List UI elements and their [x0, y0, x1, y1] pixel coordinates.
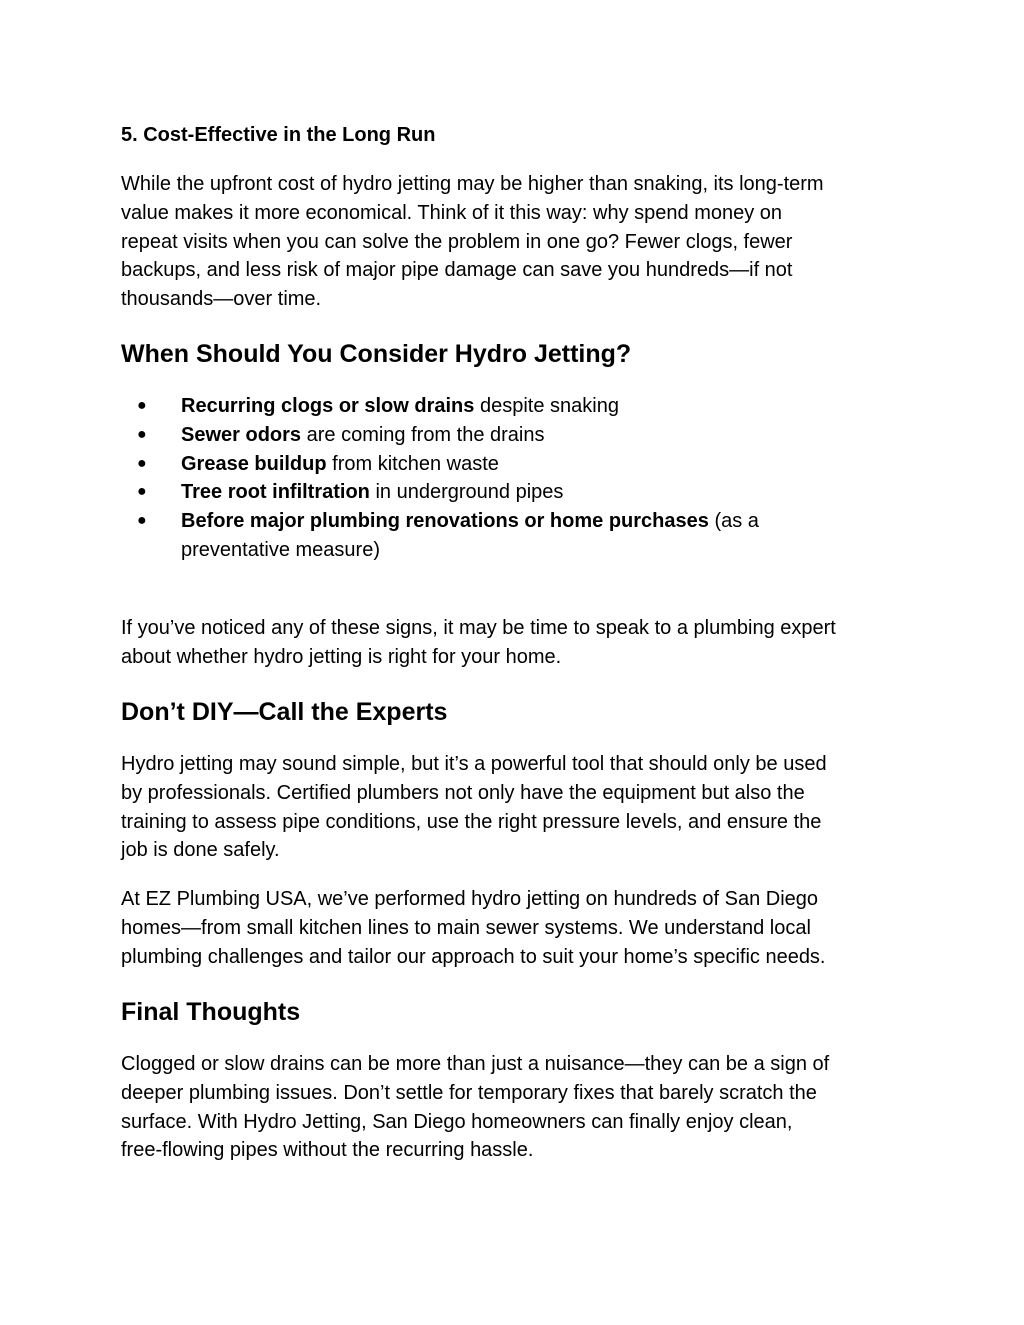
text-line: plumbing challenges and tailor our approach to suit your home’s specific needs.	[121, 945, 826, 968]
bullet-icon: ●	[137, 483, 147, 501]
text-line: While the upfront cost of hydro jetting may be higher than snaking, its long-term	[121, 173, 824, 195]
list-item	[121, 507, 921, 565]
item-text: from kitchen waste	[326, 452, 499, 475]
text-line: training to assess pipe conditions, use the right pressure levels, and ensure the	[121, 810, 822, 833]
text-line: free-flowing pipes without the recurring hassle.	[121, 1139, 534, 1162]
paragraph	[121, 170, 921, 314]
item-text-continued: preventative measure)	[181, 538, 380, 561]
text-line: thousands—over time.	[121, 288, 322, 311]
item-bold: Recurring clogs or slow drains	[181, 395, 475, 417]
text-line: surface. With Hydro Jetting, San Diego homeowners can finally enjoy clean,	[121, 1110, 793, 1133]
section-heading: 5. Cost-Effective in the Long Run	[121, 124, 436, 146]
item-text: despite snaking	[474, 395, 619, 417]
bullet-icon: ●	[137, 397, 147, 414]
text-line: backups, and less risk of major pipe damage can save you hundreds—if not	[121, 259, 793, 282]
item-bold: Grease buildup	[181, 452, 327, 475]
section-heading: Don’t DIY—Call the Experts	[121, 698, 448, 726]
text-line: deeper plumbing issues. Don’t settle for temporary fixes that barely scratch the	[121, 1081, 817, 1104]
bullet-list	[121, 392, 921, 565]
paragraph	[121, 1050, 921, 1165]
item-text: are coming from the drains	[301, 423, 545, 446]
list-item	[121, 392, 921, 421]
paragraph	[121, 885, 921, 971]
item-text: (as a	[708, 510, 759, 533]
text-line: about whether hydro jetting is right for your home.	[121, 645, 562, 668]
bullet-icon: ●	[137, 512, 147, 530]
item-bold: Sewer odors	[181, 423, 302, 446]
text-line: by professionals. Certified plumbers not only have the equipment but also the	[121, 781, 805, 804]
text-line: At EZ Plumbing USA, we’ve performed hydro jetting on hundreds of San Diego	[121, 888, 819, 910]
text-line: Clogged or slow drains can be more than just a nuisance—they can be a sign of	[121, 1053, 830, 1075]
item-text: in underground pipes	[369, 481, 564, 504]
paragraph	[121, 750, 921, 865]
item-bold: Tree root infiltration	[181, 481, 370, 504]
item-bold: Before major plumbing renovations or home purchases	[181, 510, 709, 533]
text-line: Hydro jetting may sound simple, but it’s a powerful tool that should only be used	[121, 753, 827, 775]
list-item	[121, 450, 921, 479]
text-line: repeat visits when you can solve the problem in one go? Fewer clogs, fewer	[121, 230, 793, 253]
section-heading: Final Thoughts	[121, 998, 301, 1026]
text-line: job is done safely.	[121, 839, 280, 862]
list-item	[121, 478, 921, 507]
text-line: homes—from small kitchen lines to main sewer systems. We understand local	[121, 916, 811, 939]
bullet-icon: ●	[137, 454, 147, 472]
list-item	[121, 421, 921, 450]
section-heading: When Should You Consider Hydro Jetting?	[121, 340, 632, 368]
bullet-icon: ●	[137, 425, 147, 443]
paragraph	[121, 614, 921, 672]
text-line: value makes it more economical. Think of it this way: why spend money on	[121, 201, 783, 224]
text-line: If you’ve noticed any of these signs, it may be time to speak to a plumbing expert	[121, 617, 836, 639]
